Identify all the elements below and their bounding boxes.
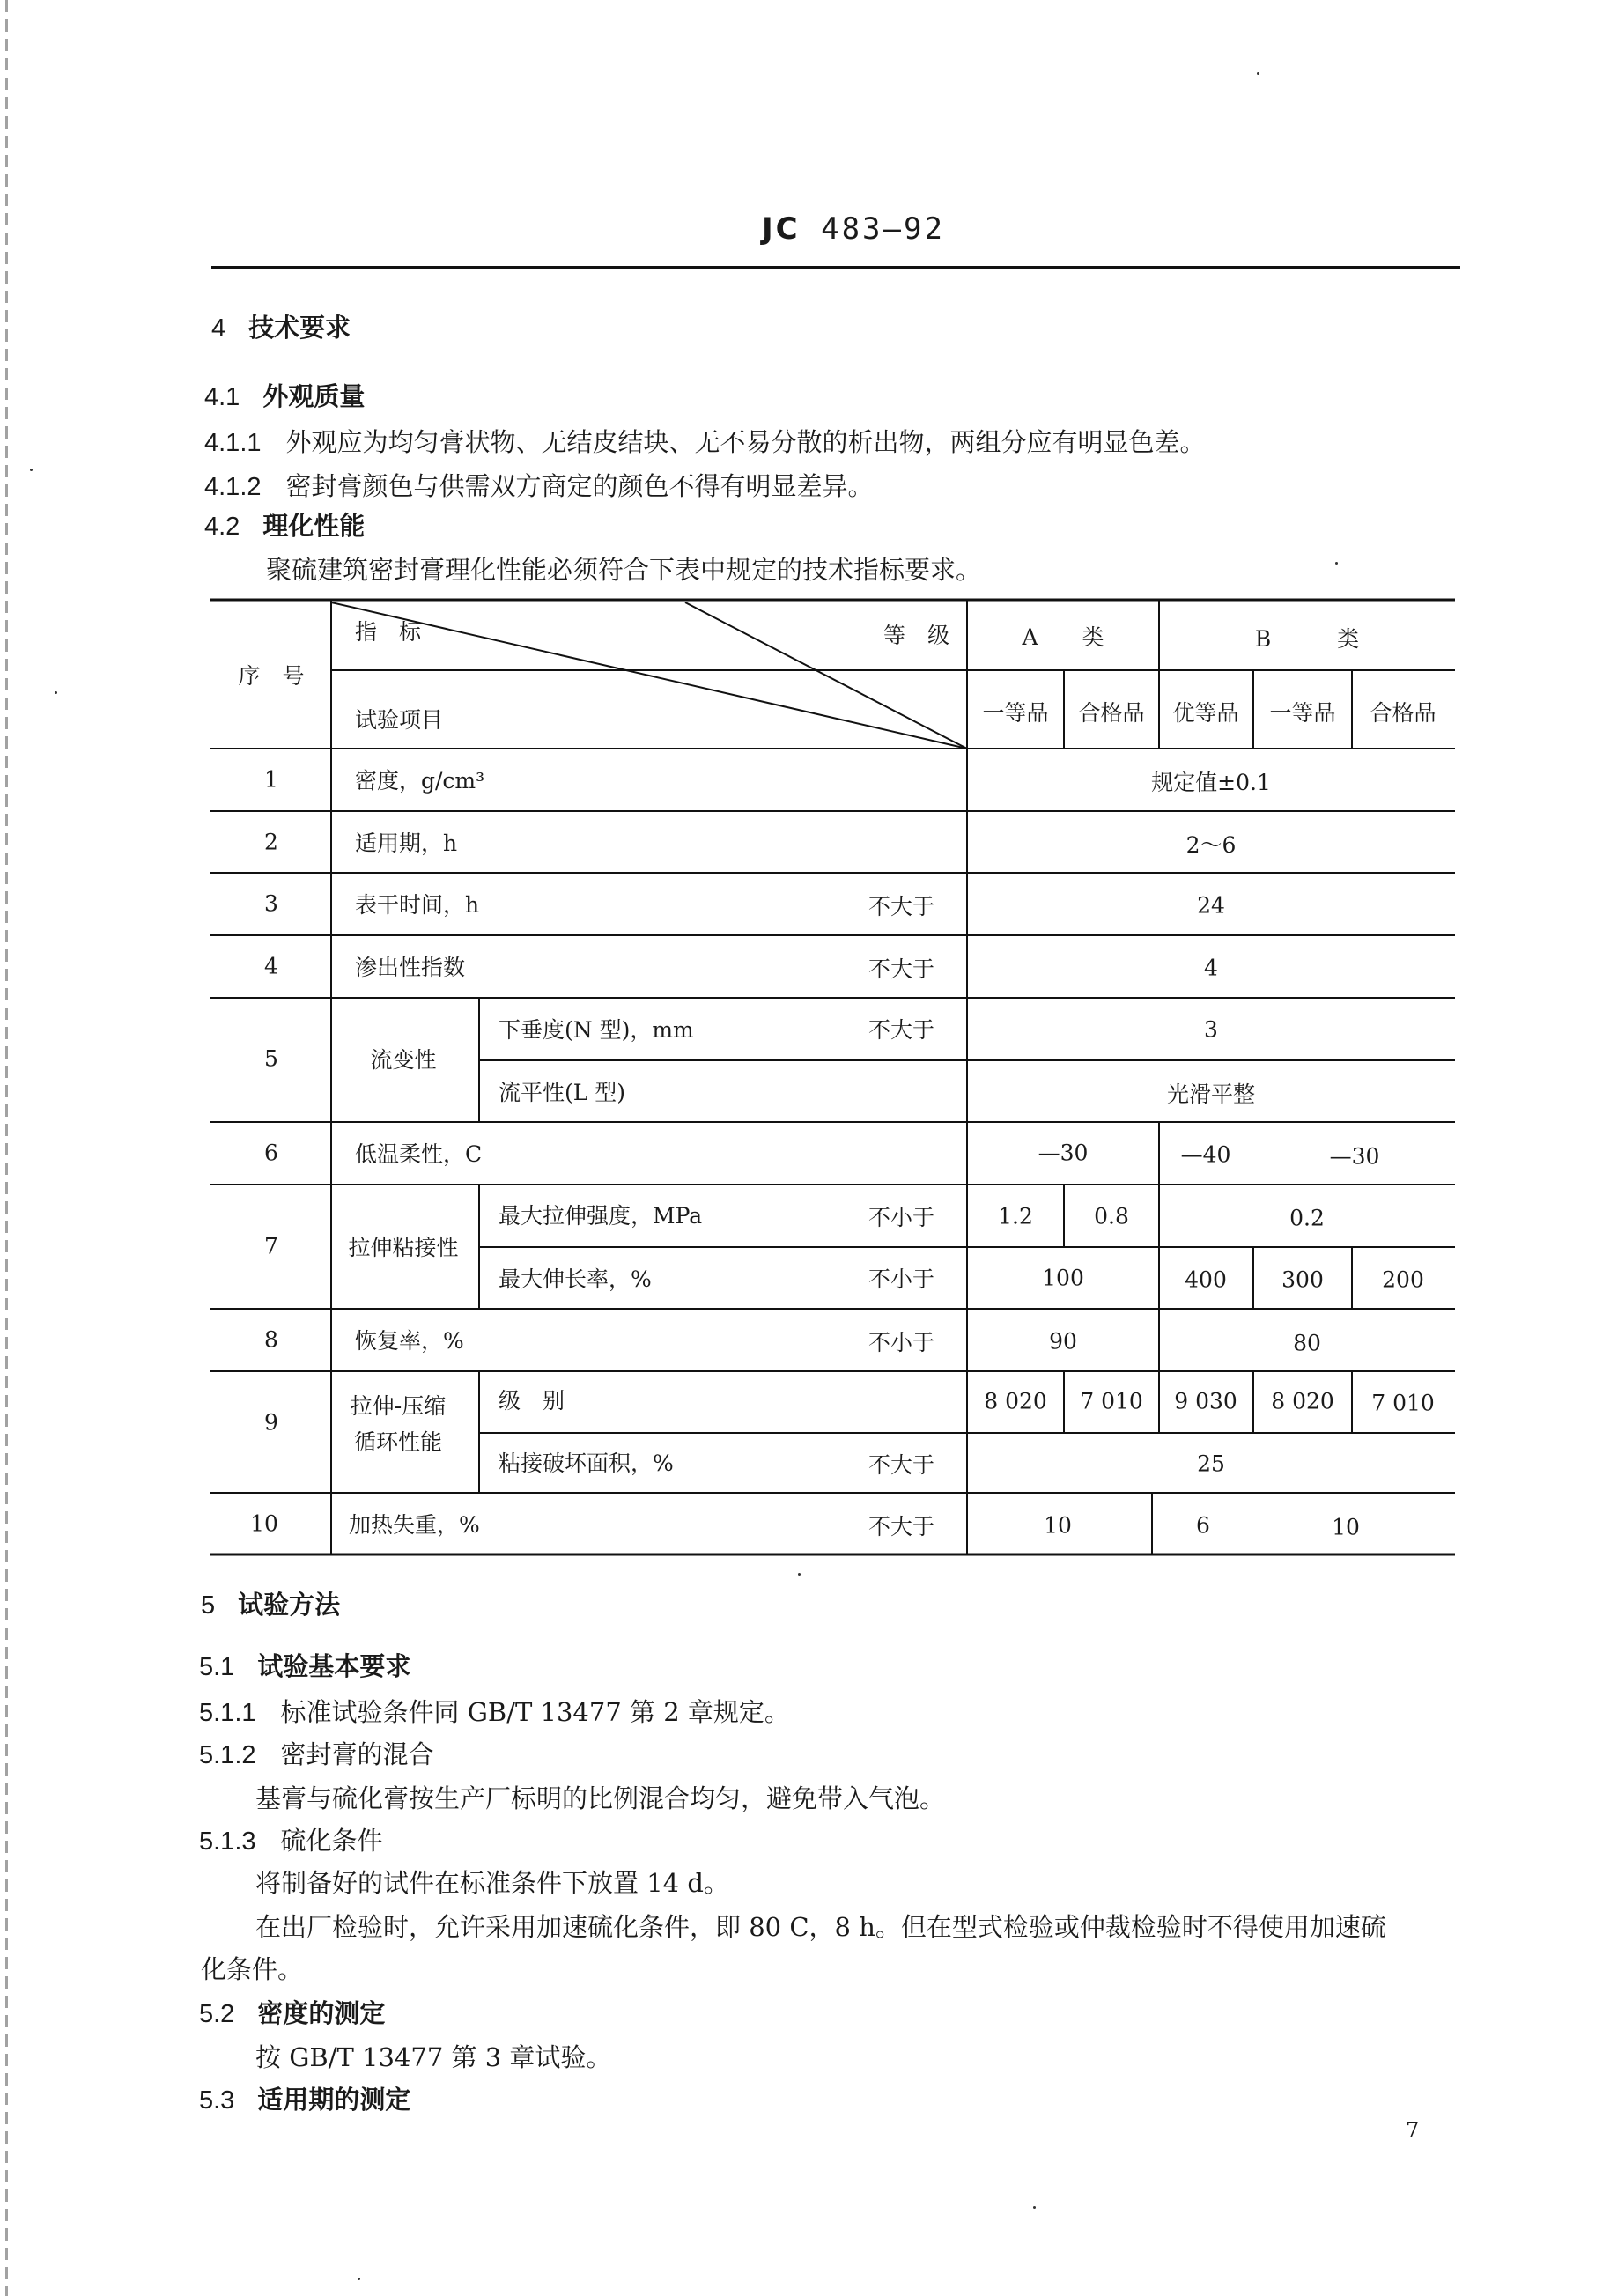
table-row-5-sub1: 下垂度(N 型)，mm	[499, 1017, 694, 1043]
table-row-9-v2: 7 010	[1080, 1388, 1143, 1414]
table-row-7-sub1-a2: 0.8	[1094, 1203, 1129, 1229]
para-5-1-3-body-1: 将制备好的试件在标准条件下放置 14 d。	[255, 1868, 729, 1898]
table-row-4-limit: 不大于	[868, 956, 935, 982]
para-5-1-3-body-2: 在出厂检验时，允许采用加速硫化条件，即 80 C，8 h。但在型式检验或仲裁检验时不得使用加速硫	[255, 1912, 1386, 1942]
table-row-5-no: 5	[264, 1045, 278, 1072]
head-a-qualified: 合格品	[1078, 700, 1145, 726]
head-class-a: A 类	[1022, 624, 1104, 650]
section-4-1-heading: 4.1 外观质量	[204, 381, 366, 411]
table-row-5-sub1-limit: 不大于	[868, 1017, 935, 1043]
table-row-3-limit: 不大于	[868, 894, 935, 919]
table-row-7-item: 拉伸粘接性	[348, 1235, 459, 1260]
table-row-6-b1: —40	[1180, 1141, 1231, 1168]
table-row-7-sub2-b1: 400	[1185, 1266, 1227, 1293]
header-number: 483—92	[821, 211, 945, 247]
head-grade: 等 级	[883, 623, 950, 648]
table-row-7-sub1-a1: 1.2	[998, 1203, 1033, 1229]
table-row-2-no: 2	[264, 829, 278, 855]
head-b-qualified: 合格品	[1370, 700, 1436, 726]
para-4-1-1: 4.1.1 外观应为均匀膏状物、无结皮结块、无不易分散的析出物，两组分应有明显色差。	[204, 427, 1206, 457]
table-row-8-a: 90	[1049, 1328, 1077, 1355]
table-row-6-b23: —30	[1329, 1143, 1380, 1170]
para-5-1-3-body-3: 化条件。	[201, 1954, 304, 1984]
table-row-3-item: 表干时间，h	[355, 892, 480, 918]
table-row-4-no: 4	[264, 953, 278, 979]
section-5-2-heading: 5.2 密度的测定	[199, 1998, 386, 2028]
standard-header	[762, 211, 945, 247]
table-row-5-sub2: 流平性(L 型)	[499, 1080, 626, 1105]
head-test-item: 试验项目	[355, 707, 444, 733]
table-row-8-b: 80	[1293, 1330, 1321, 1356]
table-row-7-sub1: 最大拉伸强度，MPa	[499, 1203, 703, 1229]
table-row-2-item: 适用期，h	[355, 831, 458, 856]
table-row-10-limit: 不大于	[868, 1514, 935, 1539]
table-row-9-v4: 8 020	[1271, 1388, 1334, 1414]
para-4-1-2: 4.1.2 密封膏颜色与供需双方商定的颜色不得有明显差异。	[204, 471, 874, 501]
table-row-10-b1: 6	[1196, 1512, 1210, 1539]
page-number: 7	[1406, 2118, 1420, 2143]
properties-table	[210, 597, 1455, 1557]
section-4-heading: 4 技术要求	[211, 313, 351, 343]
para-5-1-1: 5.1.1 标准试验条件同 GB/T 13477 第 2 章规定。	[199, 1697, 790, 1727]
table-row-10-item: 加热失重，%	[349, 1512, 480, 1538]
scan-speck	[798, 1573, 801, 1576]
table-row-9-v3: 9 030	[1174, 1388, 1237, 1414]
section-5-1-heading: 5.1 试验基本要求	[199, 1651, 411, 1681]
head-b-superior: 优等品	[1172, 700, 1239, 726]
table-row-1-no: 1	[264, 766, 278, 793]
scan-speck	[1257, 72, 1259, 75]
table-row-3-no: 3	[264, 890, 278, 917]
table-row-10-a: 10	[1044, 1512, 1072, 1539]
scan-speck	[55, 691, 57, 694]
head-indicator: 指 标	[355, 619, 422, 645]
table-row-9-no: 9	[264, 1409, 278, 1436]
para-5-1-2-body: 基膏与硫化膏按生产厂标明的比例混合均匀，避免带入气泡。	[255, 1783, 946, 1813]
para-4-2: 聚硫建筑密封膏理化性能必须符合下表中规定的技术指标要求。	[266, 555, 982, 585]
header-code: JC	[762, 211, 801, 247]
scan-speck	[30, 469, 33, 471]
table-row-1-value: 规定值±0.1	[1151, 770, 1271, 795]
table-row-7-sub1-limit: 不小于	[868, 1205, 935, 1230]
scan-speck	[358, 2278, 360, 2280]
scan-speck	[1033, 2206, 1036, 2209]
table-row-7-sub2-limit: 不小于	[868, 1266, 935, 1292]
section-5-heading: 5 试验方法	[201, 1590, 341, 1620]
header-rule	[211, 266, 1460, 269]
table-row-9-v5: 7 010	[1371, 1390, 1435, 1416]
table-row-7-sub2-a: 100	[1042, 1265, 1084, 1291]
table-row-4-item: 渗出性指数	[355, 955, 466, 980]
table-row-9-sub2-limit: 不大于	[868, 1452, 935, 1478]
table-row-7-sub2-b2: 300	[1281, 1266, 1324, 1293]
head-class-b: B 类	[1254, 626, 1360, 652]
table-row-9-sub2-value: 25	[1197, 1451, 1225, 1477]
table-row-9-v1: 8 020	[984, 1388, 1047, 1414]
table-row-2-value: 2～6	[1185, 832, 1237, 858]
table-row-6-item: 低温柔性，C	[355, 1141, 483, 1167]
table-row-5-sub1-value: 3	[1204, 1016, 1218, 1043]
table-row-5-sub2-value: 光滑平整	[1166, 1082, 1256, 1107]
para-5-1-2: 5.1.2 密封膏的混合	[199, 1739, 434, 1769]
section-4-2-heading: 4.2 理化性能	[204, 511, 366, 541]
table-row-7-sub2: 最大伸长率，%	[499, 1266, 652, 1292]
table-row-7-sub1-b: 0.2	[1289, 1205, 1325, 1231]
table-row-8-no: 8	[264, 1326, 278, 1353]
table-row-9-item-line1: 拉伸-压缩	[350, 1393, 447, 1419]
para-5-1-3: 5.1.3 硫化条件	[199, 1826, 383, 1856]
table-row-10-no: 10	[250, 1510, 278, 1537]
table-row-5-item: 流变性	[370, 1047, 437, 1073]
table-row-9-item-line2: 循环性能	[353, 1429, 443, 1455]
table-row-9-sub2: 粘接破坏面积，%	[499, 1451, 674, 1476]
table-row-6-no: 6	[264, 1140, 278, 1166]
table-row-8-limit: 不小于	[868, 1330, 935, 1355]
col-seq: 序 号	[238, 663, 305, 689]
scan-speck	[1335, 562, 1338, 565]
table-row-6-a: —30	[1038, 1140, 1089, 1166]
head-b-first: 一等品	[1269, 700, 1336, 726]
scan-left-edge	[5, 0, 8, 2296]
section-5-3-heading: 5.3 适用期的测定	[199, 2085, 411, 2115]
table-row-4-value: 4	[1204, 955, 1218, 981]
table-row-1-item: 密度，g/cm³	[355, 768, 485, 794]
table-row-7-no: 7	[264, 1233, 278, 1259]
table-row-7-sub2-b3: 200	[1382, 1266, 1424, 1293]
table-row-9-sub1: 级 别	[499, 1388, 565, 1414]
table-row-3-value: 24	[1197, 892, 1225, 919]
table-row-10-b23: 10	[1332, 1514, 1360, 1540]
para-5-2: 按 GB/T 13477 第 3 章试验。	[255, 2042, 612, 2072]
head-a-first: 一等品	[982, 700, 1049, 726]
table-row-8-item: 恢复率，%	[355, 1328, 464, 1354]
